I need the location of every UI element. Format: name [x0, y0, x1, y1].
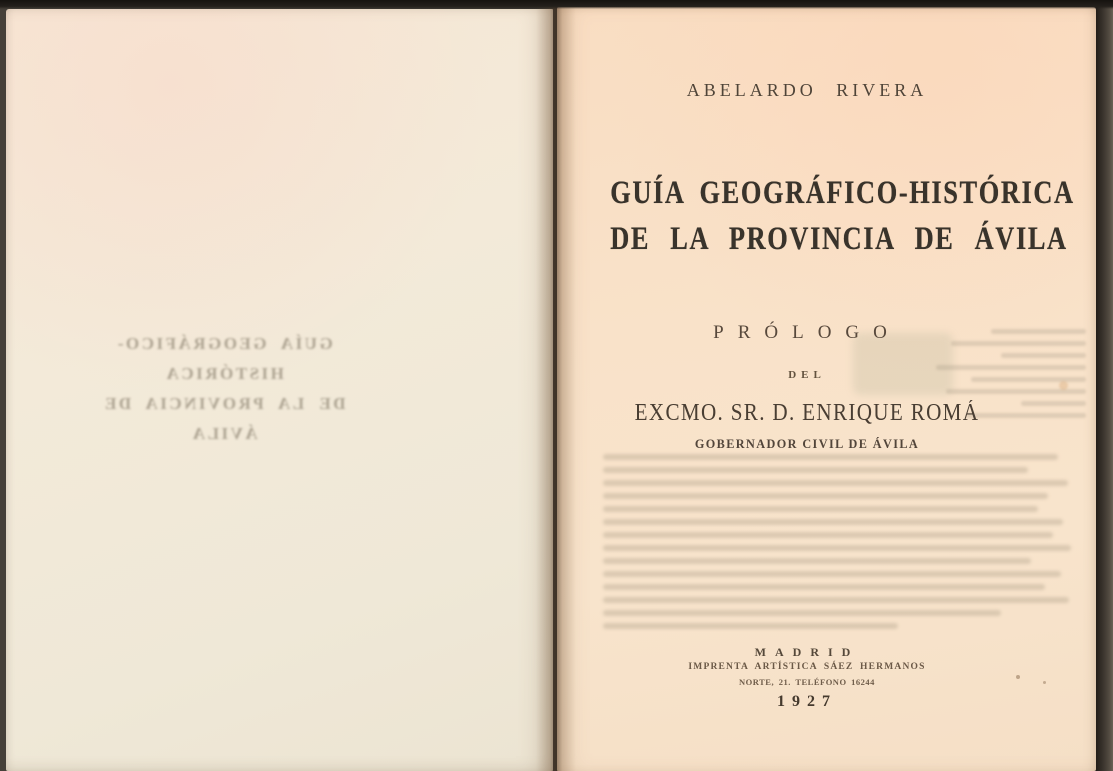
imprint-address: NORTE, 21. TELÉFONO 16244: [739, 677, 875, 687]
show-through-line: [946, 389, 1086, 394]
show-through-line: [603, 493, 1048, 499]
show-through-line: [603, 571, 1061, 577]
show-through-line: [603, 623, 898, 629]
imprint-city: MADRID: [754, 645, 860, 659]
left-blank-page: [6, 9, 553, 771]
page-block-edge: [1096, 0, 1113, 771]
show-through-line: [603, 454, 1058, 460]
show-through-line: [603, 467, 1028, 473]
mirrored-title-line2: DE LA PROVINCIA DE ÁVILA: [102, 394, 346, 443]
show-through-line: [603, 519, 1063, 525]
show-through-line: [603, 597, 1069, 603]
mirrored-show-through-text: [64, 329, 384, 449]
imprint-printer: IMPRENTA ARTÍSTICA SÁEZ HERMANOS: [688, 662, 926, 672]
prologue-author: EXCMO. SR. D. ENRIQUE ROMÁ: [634, 400, 980, 426]
show-through-line: [603, 584, 1045, 590]
show-through-line: [1021, 401, 1086, 406]
title-page: [557, 7, 1096, 771]
show-through-line: [603, 610, 1001, 616]
book-author: ABELARDO RIVERA: [686, 80, 928, 100]
show-through-line: [603, 558, 1031, 564]
imprint-year: 1927: [777, 693, 837, 710]
foxing-spot: [1059, 381, 1068, 390]
paragraph-show-through-lines: [603, 454, 1081, 629]
mirrored-title-line1: GUÍA GEOGRÁFICO-HISTÓRICA: [115, 334, 333, 383]
prologue-author-role: GOBERNADOR CIVIL DE ÁVILA: [694, 436, 920, 451]
show-through-line: [603, 545, 1071, 551]
prologue-heading: PRÓLOGO: [713, 322, 901, 343]
show-through-line: [1001, 353, 1086, 358]
prologue-connector: DEL: [788, 369, 826, 381]
show-through-line: [603, 480, 1068, 486]
book-title-line2: DE LA PROVINCIA DE ÁVILA: [610, 221, 1068, 257]
show-through-line: [603, 506, 1038, 512]
show-through-line: [603, 532, 1053, 538]
book-title-line1: GUÍA GEOGRÁFICO-HISTÓRICA: [610, 175, 1075, 211]
